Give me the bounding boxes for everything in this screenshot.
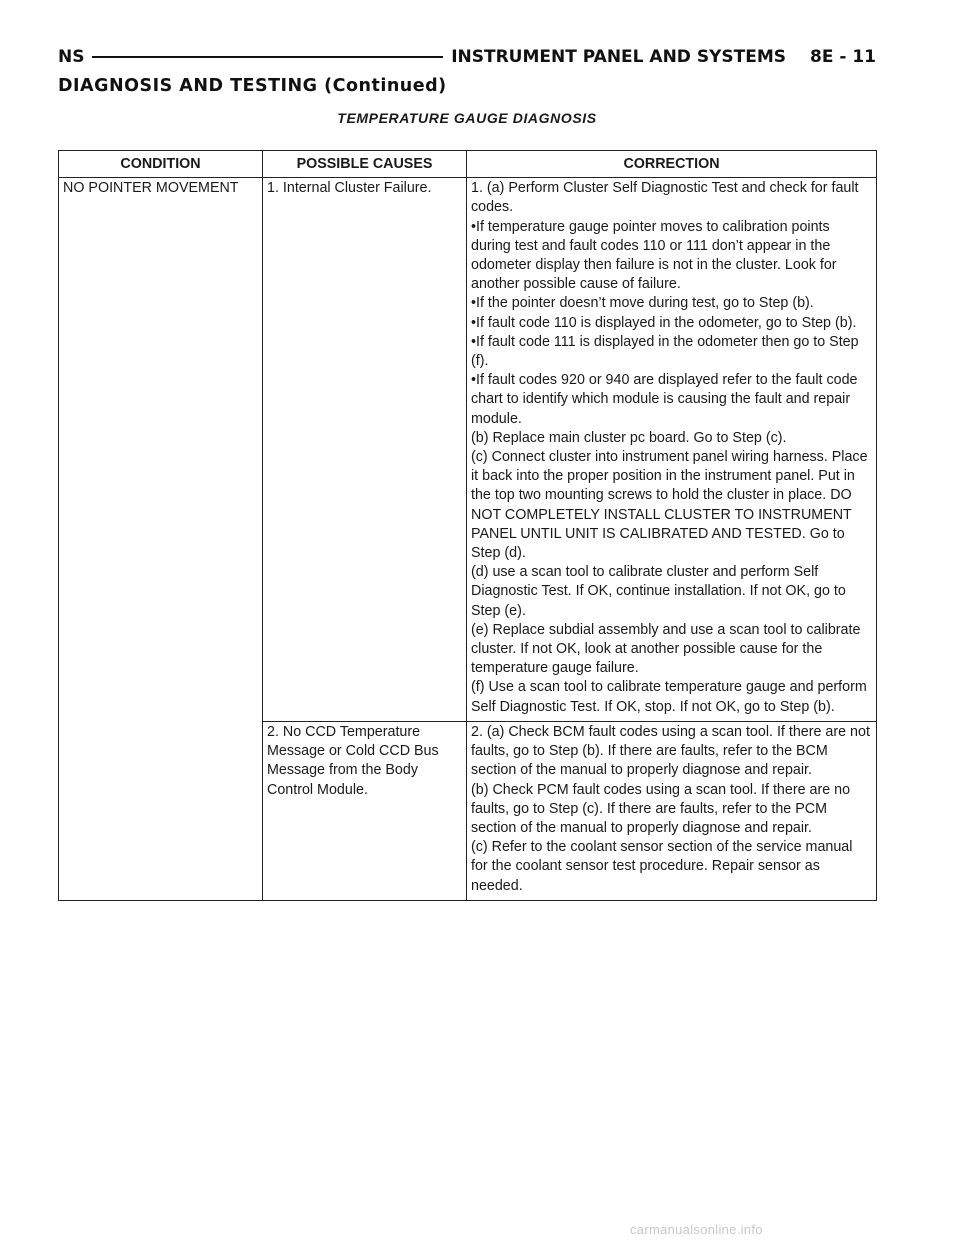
column-header-correction: CORRECTION (467, 151, 877, 178)
condition-cell (59, 178, 263, 901)
cause-cell (263, 721, 467, 900)
watermark: carmanualsonline.info (630, 1222, 763, 1237)
header-section-name: INSTRUMENT PANEL AND SYSTEMS (451, 47, 786, 67)
diagnosis-table (58, 150, 877, 901)
table-title: TEMPERATURE GAUGE DIAGNOSIS (337, 110, 597, 126)
section-title: DIAGNOSIS AND TESTING (Continued) (58, 76, 447, 96)
cause-text: 2. No CCD Temperature Message or Cold CCD Bus Message from the Body Control Module. (267, 723, 439, 798)
correction-bullet: •If fault code 111 is displayed in the odometer then go to Step (f). (471, 333, 859, 370)
correction-line: (c) Connect cluster into instrument panel wiring harness. Place it back into the proper position in the instrument panel. Put in the top two mounting screws to hold the cluster in place. DO NOT COMPLETELY INSTALL CLUSTER TO INSTRUMENT PANEL UNTIL UNIT IS CALIBRATED AND TESTED. Go to Step (d). (471, 449, 868, 562)
correction-cell (467, 721, 877, 900)
correction-line: (f) Use a scan tool to calibrate temperature gauge and perform Self Diagnostic Test. If OK, stop. If not OK, go to Step (b). (471, 679, 867, 715)
correction-bullet: •If fault code 110 is displayed in the odometer, go to Step (b). (471, 314, 857, 331)
table-row (59, 178, 877, 722)
cause-cell (263, 178, 467, 722)
correction-bullet: •If temperature gauge pointer moves to calibration points during test and fault codes 110 or 111 don’t appear in the odometer display then failure is not in the cluster. Look for another possible cause of failure. (471, 218, 837, 293)
correction-line: (b) Replace main cluster pc board. Go to Step (c). (471, 429, 787, 446)
page-header (58, 44, 876, 70)
condition-text: NO POINTER MOVEMENT (63, 180, 239, 197)
correction-line: (e) Replace subdial assembly and use a scan tool to calibrate cluster. If not OK, look at another possible cause for the temperature gauge failure. (471, 621, 861, 677)
correction-line: (c) Refer to the coolant sensor section of the service manual for the coolant sensor test procedure. Repair sensor as needed. (471, 839, 853, 894)
correction-line: (d) use a scan tool to calibrate cluster and perform Self Diagnostic Test. If OK, continue installation. If not OK, go to Step (e). (471, 564, 846, 619)
column-header-condition: CONDITION (59, 151, 263, 178)
correction-line: 2. (a) Check BCM fault codes using a scan tool. If there are not faults, go to Step (b). If there are faults, refer to the BCM section of the manual to properly diagnose and repair. (471, 723, 870, 779)
table-header-row (59, 151, 877, 178)
header-rule (92, 56, 443, 58)
correction-line: (b) Check PCM fault codes using a scan tool. If there are no faults, go to Step (c). If there are faults, refer to the PCM section of the manual to properly diagnose and repair. (471, 781, 851, 836)
correction-line: 1. (a) Perform Cluster Self Diagnostic Test and check for fault codes. (471, 180, 859, 216)
correction-bullet: •If fault codes 920 or 940 are displayed refer to the fault code chart to identify which module is causing the fault and repair module. (471, 372, 858, 427)
header-model-code: NS (58, 47, 85, 67)
column-header-possible-causes: POSSIBLE CAUSES (263, 151, 467, 178)
cause-text: 1. Internal Cluster Failure. (267, 180, 432, 197)
correction-cell (467, 178, 877, 722)
page-number: 8E - 11 (810, 47, 876, 67)
correction-bullet: •If the pointer doesn’t move during test, go to Step (b). (471, 295, 814, 312)
